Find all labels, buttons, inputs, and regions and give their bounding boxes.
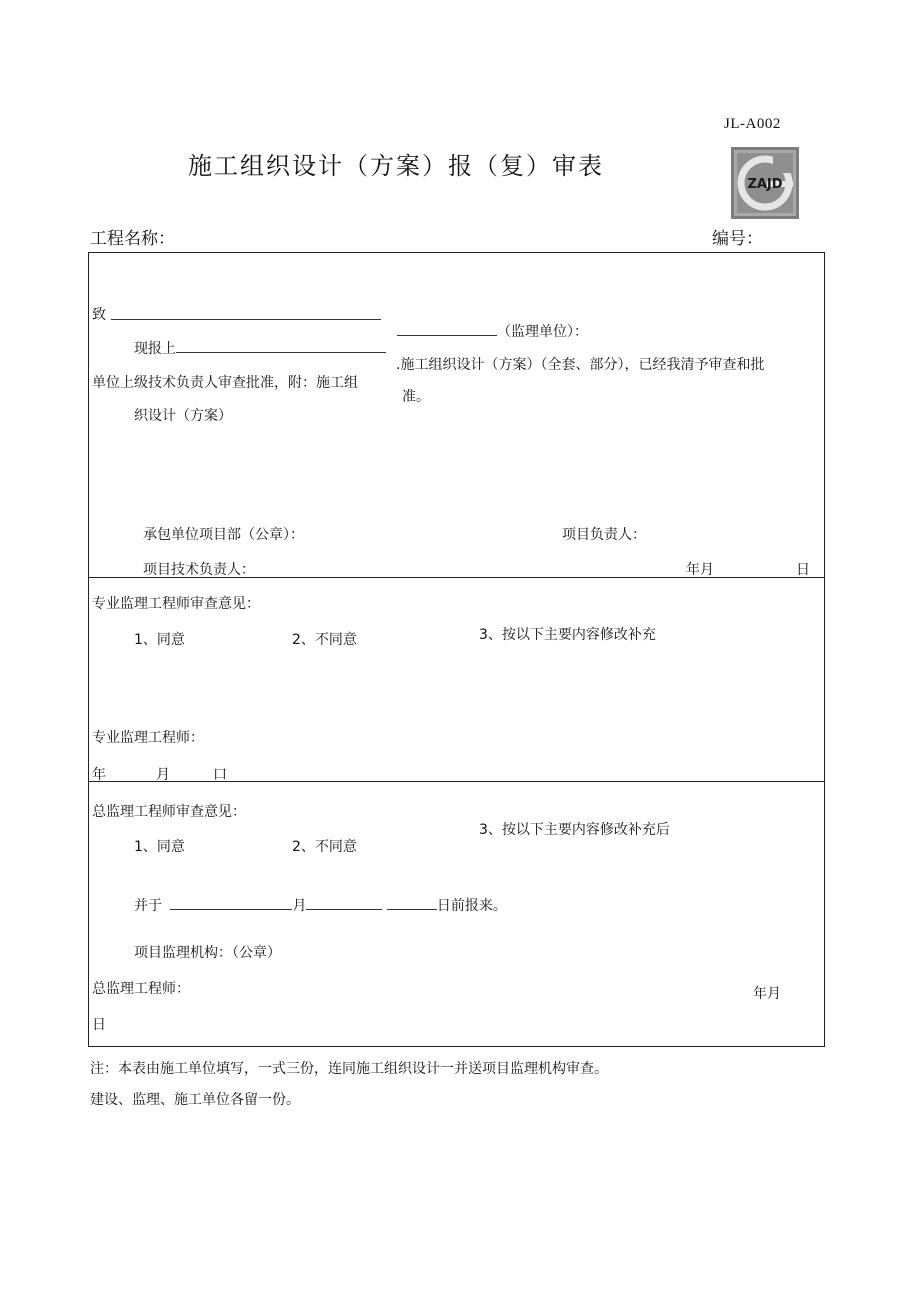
supervisor-unit-label: （监理单位）： [497,324,588,340]
date-day: 日 [92,1017,106,1033]
form-code: JL-A002 [724,116,781,132]
option-disagree[interactable]: 2、不同意 [292,632,357,648]
chief-engineer-label: 总监理工程师： [92,981,190,997]
date-year-month: 年月 [686,562,714,578]
supervisor-unit-line [397,321,588,341]
tech-manager-label: 项目技术负责人： [143,562,255,578]
project-manager-label: 项目负责人： [562,527,646,543]
and-in-label: 并于 [134,898,162,914]
supervision-org-label: 项目监理机构：（公章） [134,945,281,961]
date-day: 口 [213,767,227,783]
section-divider [89,781,824,782]
option-disagree[interactable]: 2、不同意 [292,839,357,855]
number-label: 编号： [712,229,763,249]
report-line [134,338,386,358]
report-content-blank[interactable] [176,338,386,353]
footnote-line-2: 建设、监理、施工单位各留一份。 [90,1092,300,1108]
day-report-label: 日前报来。 [436,898,507,914]
option-revise-then[interactable]: 3、按以下主要内容修改补充后 [479,822,670,838]
footnote-line-1: 注：本表由施工单位填写，一式三份，连同施工组织设计一并送项目监理机构审查。 [90,1061,608,1077]
supervisor-unit-blank[interactable] [111,305,381,324]
report-rest: .施工组织设计（方案）（全套、部分），已经我清予审查和批 [396,357,765,373]
date-month: 月 [156,767,170,783]
specialist-engineer-label: 专业监理工程师： [92,730,204,746]
company-logo-icon [731,147,799,219]
supervisor-name-blank[interactable] [397,321,497,336]
report-prefix: 现报上 [134,341,176,357]
deadline-month-blank[interactable] [306,895,382,910]
project-name-label: 工程名称： [90,229,175,249]
deadline-year-blank[interactable] [170,895,292,910]
date-year: 年 [92,767,106,783]
deadline-day-blank[interactable] [387,895,437,910]
option-agree[interactable]: 1、同意 [134,632,185,648]
date-day: 日 [796,562,810,578]
review-form-table [88,252,825,1047]
deadline-line [134,895,507,915]
option-revise[interactable]: 3、按以下主要内容修改补充 [479,627,656,643]
report-line-3-right: 准。 [402,389,430,405]
month-label: 月 [292,898,307,914]
chief-review-heading: 总监理工程师审查意见： [92,804,246,820]
report-line-3: 单位上级技术负责人审查批准，附：施工组 [92,375,358,391]
to-label: 致 [92,307,106,323]
page-title: 施工组织设计（方案）报（复）审表 [188,152,604,180]
logo-text: ZAJD [747,177,783,192]
option-agree[interactable]: 1、同意 [134,839,185,855]
specialist-review-heading: 专业监理工程师审查意见： [92,596,260,612]
contractor-dept-label: 承包单位项目部（公章）： [143,527,304,543]
report-line-4: 织设计（方案） [134,408,232,424]
date-year-month: 年月 [753,986,781,1002]
